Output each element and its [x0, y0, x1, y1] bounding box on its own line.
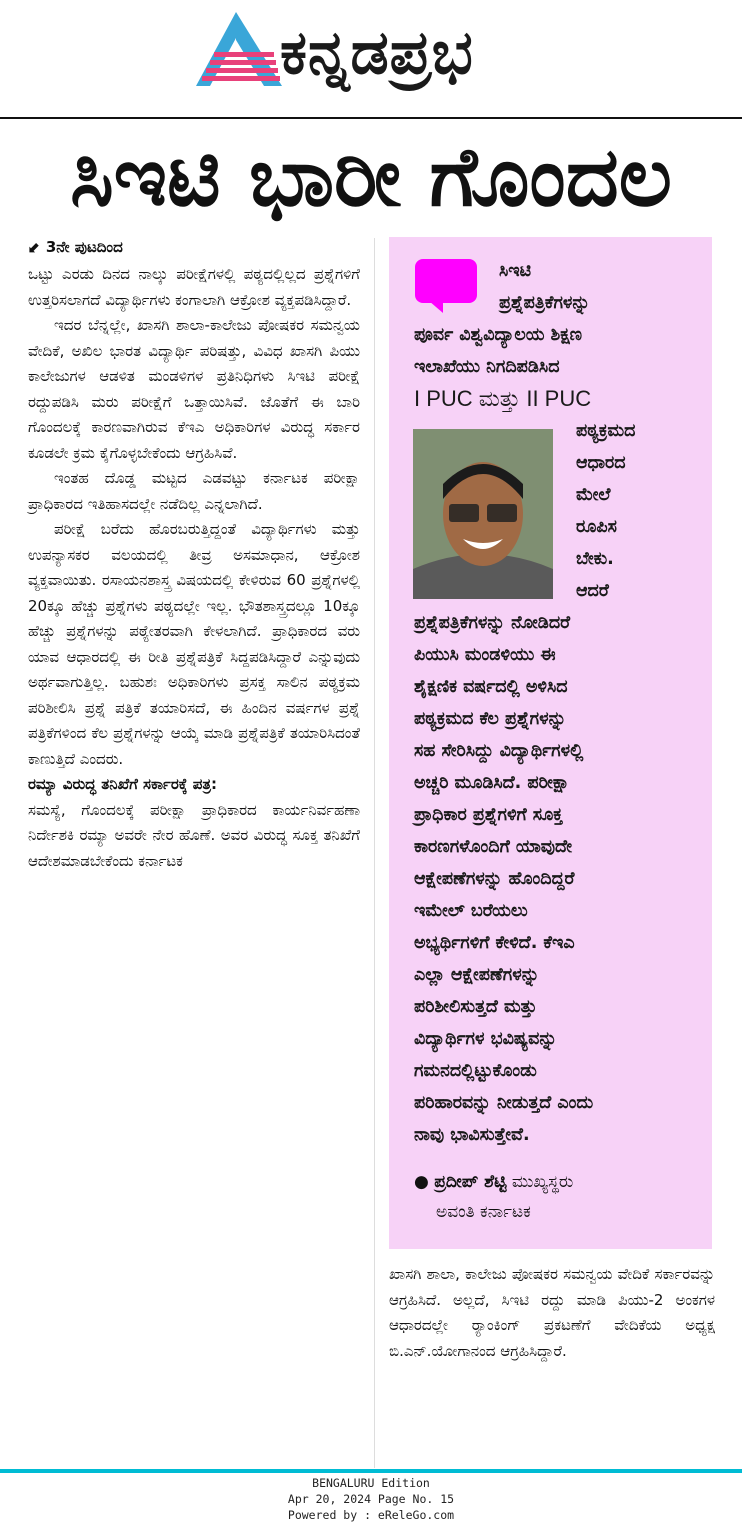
- quote-line: ಪರಿಶೀಲಿಸುತ್ತದೆ ಮತ್ತು: [414, 997, 537, 1017]
- continued-label: 3ನೇ ಪುಟದಿಂದ: [45, 238, 123, 256]
- masthead-title: ಕನ್ನಡಪ್ರಭ: [280, 18, 474, 88]
- quote-line: ಶೈಕ್ಷಣಿಕ ವರ್ಷದಲ್ಲಿ ಅಳಿಸಿದ: [414, 677, 568, 697]
- masthead-rule: [0, 117, 742, 119]
- date-page-label: Apr 20, 2024 Page No. 15: [287, 1492, 455, 1506]
- paragraph: ಒಟ್ಟು ಎರಡು ದಿನದ ನಾಲ್ಕು ಪರೀಕ್ಷೆಗಳಲ್ಲಿ ಪಠ್ಯದಲ್ಲಿಲ್ಲದ ಪ್ರಶ್ನೆಗಳಿಗೆ ಉತ್ತರಿಸಲಾಗದೆ ವಿದ್ಯಾರ್ಥಿಗಳು ಕಂಗಾಲಾಗಿ ಆಕ್ರೋಶ ವ್ಯಕ್ತಪಡಿಸಿದ್ದಾರೆ.: [28, 265, 360, 309]
- bullet-icon: ●: [414, 1172, 429, 1192]
- quote-line: ರೂಪಿಸ: [576, 517, 617, 537]
- quote-line: ವಿದ್ಯಾರ್ಥಿಗಳ ಭವಿಷ್ಯವನ್ನು: [414, 1029, 558, 1049]
- paragraph: ಸಮಸ್ಯೆ, ಗೊಂದಲಕ್ಕೆ ಪರೀಕ್ಷಾ ಪ್ರಾಧಿಕಾರದ ಕಾರ್ಯನಿರ್ವಹಣಾ ನಿರ್ದೇಶಕಿ ರಮ್ಯಾ ಅವರೇ ನೇರ ಹೊಣೆ. ಅವರ ವಿರುದ್ಧ ಸೂಕ್ತ ತನಿಖೆಗೆ ಆದೇಶಮಾಡಬೇಕೆಂದು ಕರ್ನಾಟಕ: [28, 800, 360, 870]
- paragraph: ಇದರ ಬೆನ್ನಲ್ಲೇ, ಖಾಸಗಿ ಶಾಲಾ-ಕಾಲೇಜು ಪೋಷಕರ ಸಮನ್ವಯ ವೇದಿಕೆ, ಅಖಿಲ ಭಾರತ ವಿದ್ಯಾರ್ಥಿ ಪರಿಷತ್ತು, ವಿವಿಧ ಖಾಸಗಿ ಪಿಯು ಕಾಲೇಜುಗಳ ಆಡಳಿತ ಮಂಡಳಿಗಳ ಪ್ರತಿನಿಧಿಗಳು ಸಿಇಟಿ ಪರೀಕ್ಷೆ ರದ್ದುಪಡಿಸಿ ಮರು ಪರೀಕ್ಷೆಗೆ ಒತ್ತಾಯಿಸಿವೆ. ಜೊತೆಗೆ ಈ ಬಾರಿ ಗೊಂದಲಕ್ಕೆ ಕಾರಣವಾಗಿರುವ ಕೆಇಎ ಅಧಿಕಾರಿಗಳ ವಿರುದ್ಧ ಸರ್ಕಾರ ಕೂಡಲೇ ಕ್ರಮ ಕೈಗೊಳ್ಳಬೇಕೆಂದು ಆಗ್ರಹಿಸಿವೆ.: [28, 316, 360, 462]
- signatory-org: ಅವಂತಿ ಕರ್ನಾಟಕ: [436, 1202, 531, 1222]
- quote-line: ಗಮನದಲ್ಲಿಟ್ಟುಕೊಂಡು: [414, 1061, 537, 1081]
- paragraph: ಖಾಸಗಿ ಶಾಲಾ, ಕಾಲೇಜು ಪೋಷಕರ ಸಮನ್ವಯ ವೇದಿಕೆ ಸರ್ಕಾರವನ್ನು ಆಗ್ರಹಿಸಿದೆ. ಅಲ್ಲದೆ, ಸಿಇಟಿ ರದ್ದು ಮಾಡಿ ಪಿಯು-2 ಅಂಕಗಳ ಆಧಾರದಲ್ಲೇ ರ‍್ಯಾಂಕಿಂಗ್ ಪ್ರಕಟಣೆಗೆ ವೇದಿಕೆಯ ಅಧ್ಯಕ್ಷ ಬಿ.ಎನ್.ಯೋಗಾನಂದ ಆಗ್ರಹಿಸಿದ್ದಾರೆ.: [389, 1265, 715, 1360]
- quote-line: ಅಚ್ಚರಿ ಮೂಡಿಸಿದೆ. ಪರೀಕ್ಷಾ: [414, 773, 570, 793]
- quote-line: ಅಭ್ಯರ್ಥಿಗಳಿಗೆ ಕೇಳಿದೆ. ಕೆಇಎ: [414, 933, 575, 953]
- arrow-icon: ⬋: [28, 238, 41, 256]
- quote-line: ನಾವು ಭಾವಿಸುತ್ತೇವೆ.: [414, 1125, 530, 1145]
- article-body: [28, 262, 360, 874]
- column-divider: [374, 238, 375, 1468]
- masthead: [0, 0, 742, 117]
- continued-from: [28, 236, 360, 258]
- quote-line: ಪೂರ್ವ ವಿಶ್ವವಿದ್ಯಾಲಯ ಶಿಕ್ಷಣ: [414, 325, 583, 345]
- edition-label: BENGALURU Edition: [312, 1476, 430, 1490]
- quote-line: ಇಲಾಖೆಯು ನಿಗದಿಪಡಿಸಿದ: [414, 357, 560, 377]
- headline: ಸಿಇಟಿ ಭಾರೀ ಗೊಂದಲ: [70, 130, 672, 225]
- quote-signature: [414, 1167, 704, 1227]
- quote-line: ಆದರೆ: [576, 581, 609, 601]
- paragraph: ಪರೀಕ್ಷೆ ಬರೆದು ಹೊರಬರುತ್ತಿದ್ದಂತೆ ವಿದ್ಯಾರ್ಥಿಗಳು ಮತ್ತು ಉಪನ್ಯಾಸಕರ ವಲಯದಲ್ಲಿ ತೀವ್ರ ಅಸಮಾಧಾನ, ಆಕ್ರೋಶ ವ್ಯಕ್ತವಾಯಿತು. ರಸಾಯನಶಾಸ್ತ್ರ ವಿಷಯದಲ್ಲಿ ಕೇಳಿರುವ 60 ಪ್ರಶ್ನೆಗಳಲ್ಲಿ 20ಕ್ಕೂ ಹೆಚ್ಚು ಪ್ರಶ್ನೆಗಳು ಪಠ್ಯದಲ್ಲೇ ಇಲ್ಲ. ಭೌತಶಾಸ್ತ್ರದಲ್ಲೂ 10ಕ್ಕೂ ಹೆಚ್ಚು ಪ್ರಶ್ನೆಗಳನ್ನು ಪಠ್ಯೇತರವಾಗಿ ಕೇಳಲಾಗಿದೆ. ಪ್ರಾಧಿಕಾರದ ವರು ಯಾವ ಆಧಾರದಲ್ಲಿ ಈ ರೀತಿ ಪ್ರಶ್ನೆಪತ್ರಿಕೆ ಸಿದ್ದಪಡಿಸಿದ್ದಾರೆ ಎನ್ನುವುದು ಅರ್ಥವಾಗುತ್ತಿಲ್ಲ. ಬಹುಶಃ ಅಧಿಕಾರಿಗಳು ಪ್ರಸಕ್ತ ಸಾಲಿನ ಪಠ್ಯಕ್ರಮ ಪರಿಶೀಲಿಸಿ ಪ್ರಶ್ನೆ ಪತ್ರಿಕೆ ತಯಾರಿಸದೆ, ಈ ಹಿಂದಿನ ವರ್ಷಗಳ ಪ್ರಶ್ನೆ ಪತ್ರಿಕೆಗಳಿಂದ ಕೆಲ ಪ್ರಶ್ನೆಗಳನ್ನು ಆಯ್ಕೆ ಮಾಡಿ ಪ್ರಶ್ನೆಪತ್ರಿಕೆ ತಯಾರಿಸಿದಂತೆ ಕಾಣುತ್ತಿದೆ ಎಂದರು.: [28, 520, 360, 768]
- quote-line: ಆಧಾರದ: [576, 453, 626, 473]
- quote-line: I PUC ಮತ್ತು II PUC: [414, 386, 592, 411]
- left-column: [28, 236, 360, 874]
- quote-line: ಮೇಲೆ: [576, 485, 611, 505]
- quote-line: ಸಿಇಟಿ: [499, 261, 532, 281]
- paragraph: ಇಂತಹ ದೊಡ್ಡ ಮಟ್ಟದ ಎಡವಟ್ಟು ಕರ್ನಾಟಕ ಪರೀಕ್ಷಾ ಪ್ರಾಧಿಕಾರದ ಇತಿಹಾಸದಲ್ಲೇ ನಡೆದಿಲ್ಲ ಎನ್ನಲಾಗಿದೆ.: [28, 469, 360, 513]
- right-column-bottom: [389, 1262, 715, 1364]
- kannadaprabha-logo-icon: [196, 12, 282, 86]
- footer: [0, 1475, 742, 1523]
- quote-line: ಬೇಕು.: [576, 549, 614, 569]
- signatory-name: ಪ್ರದೀಪ್ ಶೆಟ್ಟಿ: [434, 1172, 507, 1192]
- subheading: ರಮ್ಯಾ ವಿರುದ್ಧ ತನಿಖೆಗೆ ಸರ್ಕಾರಕ್ಕೆ ಪತ್ರ:: [28, 775, 217, 793]
- quote-line: ಇಮೇಲ್ ಬರೆಯಲು: [414, 901, 528, 921]
- quote-line: ಪಿಯುಸಿ ಮಂಡಳಿಯು ಈ: [414, 645, 556, 665]
- quote-line: ಸಹ ಸೇರಿಸಿದ್ದು ವಿದ್ಯಾರ್ಥಿಗಳಲ್ಲಿ: [414, 741, 584, 761]
- quote-line: ಪಠ್ಯಕ್ರಮದ ಕೆಲ ಪ್ರಶ್ನೆಗಳನ್ನು: [414, 709, 567, 729]
- quote-line: ಪರಿಹಾರವನ್ನು ನೀಡುತ್ತದೆ ಎಂದು: [414, 1093, 594, 1113]
- quote-box: [389, 237, 712, 1249]
- quote-line: ಪ್ರಶ್ನೆಪತ್ರಿಕೆಗಳನ್ನು ನೋಡಿದರೆ: [414, 613, 571, 633]
- quote-line: ಪಠ್ಯಕ್ರಮದ: [576, 421, 636, 441]
- quote-line: ಕಾರಣಗಳೊಂದಿಗೆ ಯಾವುದೇ: [414, 837, 573, 857]
- powered-by-label: Powered by : eReleGo.com: [287, 1508, 455, 1522]
- quote-line: ಪ್ರಶ್ನೆಪತ್ರಿಕೆಗಳನ್ನು: [499, 293, 591, 313]
- quote-text: [414, 255, 699, 1151]
- quote-line: ಆಕ್ಷೇಪಣೆಗಳನ್ನು ಹೊಂದಿದ್ದರೆ: [414, 869, 575, 889]
- quote-line: ಎಲ್ಲಾ ಆಕ್ಷೇಪಣೆಗಳನ್ನು: [414, 965, 540, 985]
- quote-line: ಪ್ರಾಧಿಕಾರ ಪ್ರಶ್ನೆಗಳಿಗೆ ಸೂಕ್ತ: [414, 805, 563, 825]
- signatory-role: ಮುಖ್ಯಸ್ಥರು: [511, 1172, 574, 1192]
- footer-rule: [0, 1469, 742, 1473]
